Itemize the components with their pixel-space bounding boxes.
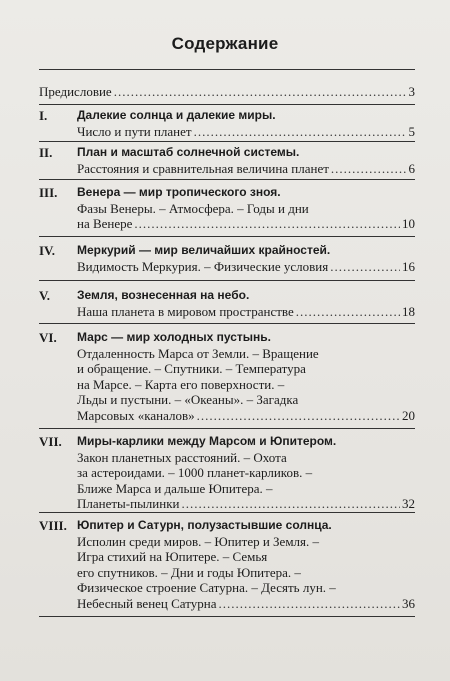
toc-row [77,216,415,232]
chapter-subtopics-line: Игра стихий на Юпитере. – Семья [77,549,268,564]
toc-chapter-3 [39,185,415,232]
page-number: 3 [408,84,415,99]
chapter-number: IV. [39,243,56,258]
chapter-subtopics-line: Отдаленность Марса от Земли. – Вращение [77,345,319,361]
separator-rule [39,428,415,429]
chapter-subtopics-line: Физическое строение Сатурна. – Десять лун. – [77,580,336,595]
leader-dots [330,259,400,275]
chapter-subtopics-line: на Марсе. – Карта его поверхности. – [77,376,285,392]
page-number: 16 [402,258,415,274]
chapter-subtopics-line: Льды и пустыни. – «Океаны». – Загадка [77,392,299,407]
toc-chapter-2 [39,145,415,176]
chapter-heading: План и масштаб солнечной системы. [77,145,300,159]
chapter-subtopic: Расстояния и сравнительная величина планет [77,160,329,176]
chapter-subtopics-line: его спутников. – Дни и годы Юпитера. – [77,564,301,580]
chapter-heading: Земля, вознесенная на небо. [77,288,250,302]
page-title: Содержание [171,34,279,53]
chapter-number: VII. [39,434,62,449]
leader-dots [134,216,400,232]
toc-row [77,496,415,512]
chapter-subtopics-line: Ближе Марса и дальше Юпитера. – [77,480,273,496]
page-number: 10 [402,216,415,231]
toc-row [39,84,415,100]
chapter-subtopics-line: Закон планетных расстояний. – Охота [77,449,287,465]
toc-chapter-4 [39,243,415,274]
leader-dots [194,124,407,140]
separator-rule [39,236,415,237]
leader-dots [331,161,407,177]
toc-row [77,596,415,612]
chapter-subtopics-line: и обращение. – Спутники. – Температура [77,361,306,376]
chapter-number: III. [39,185,58,200]
chapter-subtopic: Небесный венец Сатурна [77,595,217,611]
leader-dots [218,596,400,612]
chapter-number: VI. [39,330,57,345]
chapter-heading: Венера — мир тропического зноя. [77,185,281,199]
chapter-number: I. [39,108,48,123]
leader-dots [197,408,400,424]
leader-dots [296,304,400,320]
leader-dots [181,496,400,512]
chapter-subtopic: Марсовых «каналов» [77,407,195,423]
chapter-heading: Меркурий — мир величайших крайностей. [77,243,331,257]
separator-rule [39,323,415,324]
preface-label: Предисловие [39,84,112,99]
chapter-subtopic: Планеты-пылинки [77,496,180,511]
page-number: 36 [402,595,415,611]
chapter-number: II. [39,145,53,160]
separator-rule [39,104,415,105]
chapter-heading: Юпитер и Сатурн, полузастывшие солнца. [77,518,332,532]
separator-rule [39,280,415,281]
chapter-subtopic: Число и пути планет [77,123,192,139]
leader-dots [114,84,407,100]
chapter-heading: Миры-карлики между Марсом и Юпитером. [77,434,337,448]
toc-chapter-7 [39,434,415,512]
page-number: 5 [408,123,415,139]
toc-row [77,259,415,275]
chapter-number: V. [39,288,50,303]
page-number: 18 [402,303,415,319]
chapter-number: VIII. [39,518,67,533]
toc-chapter-8 [39,518,415,611]
chapter-subtopic: на Венере [77,216,133,231]
chapter-subtopics-line: за астероидами. – 1000 планет-карликов. – [77,465,313,480]
chapter-subtopic: Наша планета в мировом пространстве [77,303,294,319]
toc-row [77,124,415,140]
chapter-heading: Марс — мир холодных пустынь. [77,330,271,344]
chapter-heading: Далекие солнца и далекие миры. [77,108,276,122]
toc-row [77,408,415,424]
toc-row [77,161,415,177]
toc-chapter-5 [39,288,415,319]
separator-rule [39,179,415,180]
bottom-rule [39,616,415,617]
toc-row [77,304,415,320]
chapter-subtopic: Видимость Меркурия. – Физические условия [77,258,329,274]
chapter-subtopics-line: Исполин среди миров. – Юпитер и Земля. – [77,533,320,549]
toc-chapter-1 [39,108,415,139]
page-number: 6 [408,160,415,176]
toc-chapter-6 [39,330,415,423]
page-number: 32 [402,496,415,511]
separator-rule [39,141,415,142]
top-rule [39,69,415,70]
page-number: 20 [402,407,415,423]
separator-rule [39,512,415,513]
chapter-subtopics-line: Фазы Венеры. – Атмосфера. – Годы и дни [77,200,309,216]
toc-preface [39,84,415,100]
